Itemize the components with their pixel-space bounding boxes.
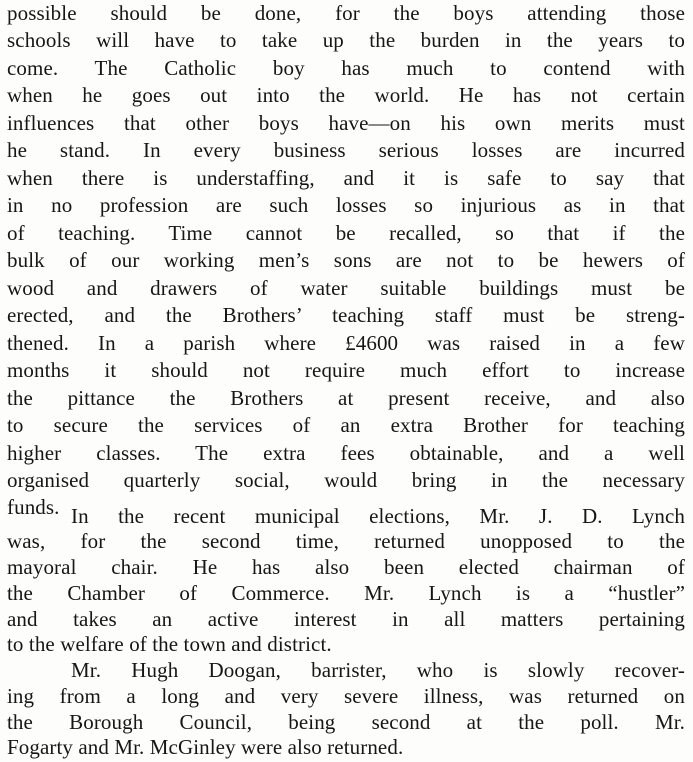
text-line: to secure the services of an extra Brother for teaching <box>7 413 685 437</box>
text-line: influences that other boys have—on his own merits must <box>7 111 685 135</box>
text-line: organised quarterly social, would bring in the necessary <box>7 468 685 492</box>
text-line: was, for the second time, returned unopposed to the <box>7 529 685 553</box>
text-line: In the recent municipal elections, Mr. J. D. Lynch <box>71 504 685 528</box>
text-line: months it should not require much effort to increase <box>7 358 685 382</box>
text-line: and takes an active interest in all matters pertaining <box>7 607 685 631</box>
text-line: mayoral chair. He has also been elected chairman of <box>7 555 685 579</box>
text-line: of teaching. Time cannot be recalled, so that if the <box>7 221 685 245</box>
text-line: he stand. In every business serious losses are incurred <box>7 138 685 162</box>
text-line: when he goes out into the world. He has not certain <box>7 83 685 107</box>
text-line: the Borough Council, being second at the poll. Mr. <box>7 710 685 734</box>
text-line: Mr. Hugh Doogan, barrister, who is slowly recover- <box>71 658 685 682</box>
text-line: wood and drawers of water suitable buildings must be <box>7 276 685 300</box>
text-line: erected, and the Brothers’ teaching staff must be streng- <box>7 303 685 327</box>
text-line: schools will have to take up the burden in the years to <box>7 28 685 52</box>
text-line: come. The Catholic boy has much to contend with <box>7 56 685 80</box>
text-line: higher classes. The extra fees obtainable, and a well <box>7 441 685 465</box>
text-line: when there is understaffing, and it is safe to say that <box>7 166 685 190</box>
text-line: funds. <box>7 495 60 519</box>
text-line: the Chamber of Commerce. Mr. Lynch is a “hustler” <box>7 581 685 605</box>
text-line: Fogarty and Mr. McGinley were also returned. <box>7 735 404 759</box>
text-line: the pittance the Brothers at present receive, and also <box>7 386 685 410</box>
text-line: ing from a long and very severe illness, was returned on <box>7 684 685 708</box>
text-line: bulk of our working men’s sons are not to be hewers of <box>7 248 685 272</box>
text-line: in no profession are such losses so injurious as in that <box>7 193 685 217</box>
text-line: to the welfare of the town and district. <box>7 632 332 656</box>
text-line: possible should be done, for the boys attending those <box>7 1 685 25</box>
text-line: thened. In a parish where £4600 was raised in a few <box>7 331 685 355</box>
